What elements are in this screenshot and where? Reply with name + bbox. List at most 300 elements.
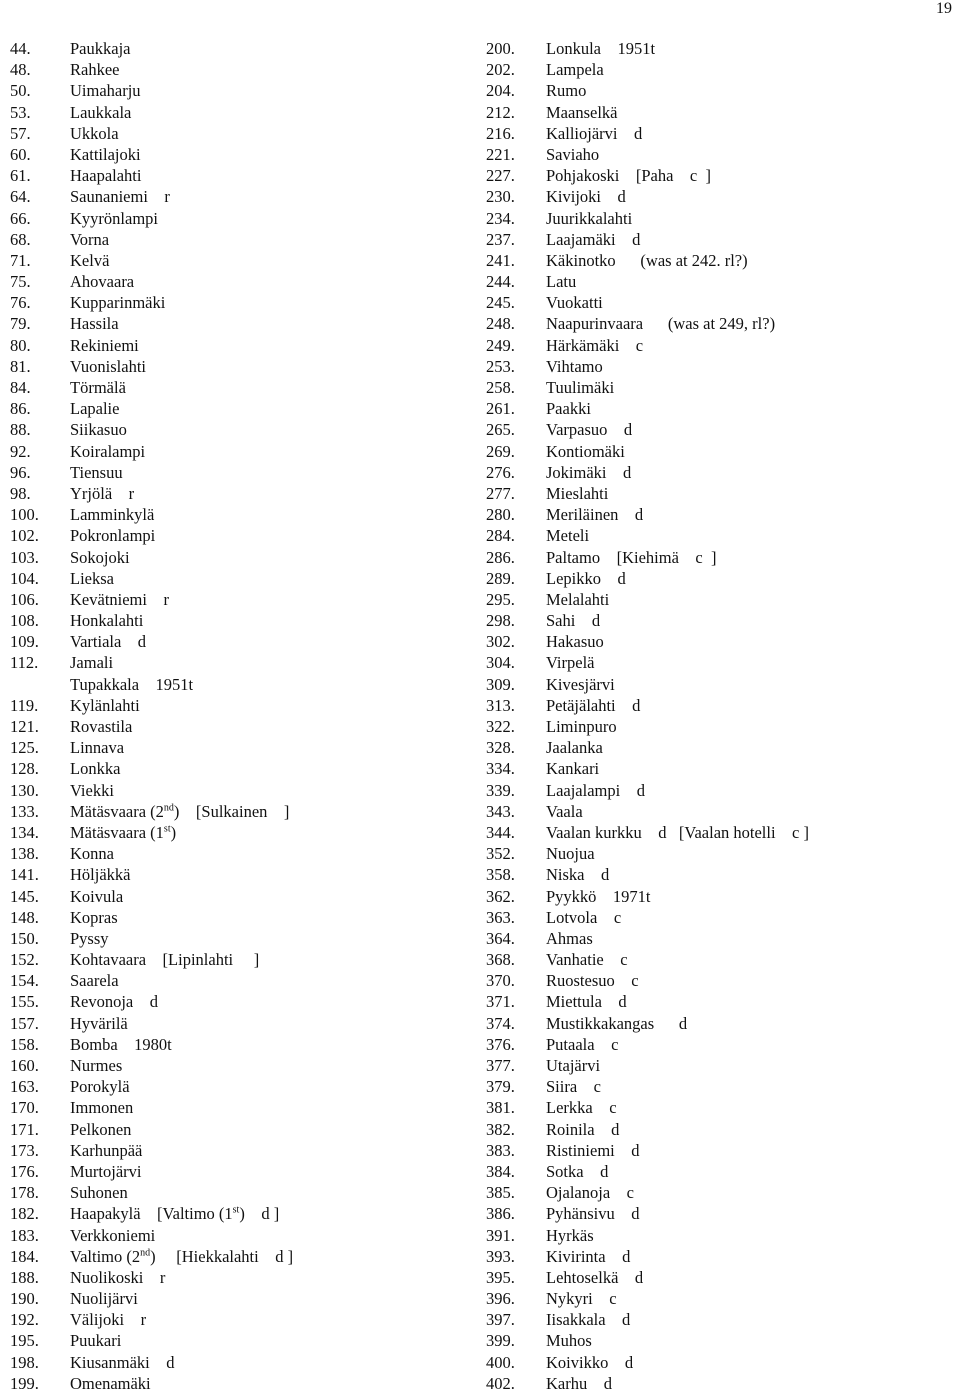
- station-name: Välijoki r: [70, 1310, 147, 1330]
- station-number: 170.: [10, 1098, 39, 1118]
- station-entry: [486, 186, 809, 207]
- station-entry: [10, 547, 293, 568]
- station-entry: [486, 1352, 809, 1373]
- station-name: Koiralampi: [70, 441, 146, 461]
- station-name: Lampela: [546, 60, 604, 80]
- station-name: Törmälä: [70, 378, 126, 397]
- station-name: Saviaho: [546, 144, 600, 164]
- station-entry: [10, 928, 293, 949]
- station-entry: [10, 504, 293, 525]
- station-entry: [486, 229, 809, 250]
- station-name: Kupparinmäki: [70, 293, 166, 313]
- station-number: 104.: [10, 568, 39, 588]
- station-entry: [486, 483, 809, 504]
- station-number: 237.: [486, 229, 515, 249]
- station-entry: [10, 822, 293, 843]
- station-entry: [486, 822, 809, 843]
- station-entry: [486, 907, 809, 928]
- station-entry: [10, 186, 293, 207]
- station-number: 182.: [10, 1204, 39, 1224]
- station-name: Puukari: [70, 1331, 122, 1351]
- station-entry: [10, 1225, 293, 1246]
- station-entry: [10, 970, 293, 991]
- station-name: Linnava: [70, 738, 125, 758]
- station-entry: [10, 864, 293, 885]
- station-name: Ristiniemi d: [546, 1140, 640, 1160]
- station-name: Rovastila: [70, 717, 133, 736]
- station-name: Pelkonen: [70, 1119, 132, 1139]
- station-entry: [10, 356, 293, 377]
- station-entry: [10, 1076, 293, 1097]
- station-entry: [10, 991, 293, 1012]
- station-name: Suhonen: [70, 1183, 128, 1203]
- station-name: Kiusanmäki d: [70, 1352, 175, 1372]
- station-name: Laukkala: [70, 102, 132, 122]
- station-name: Ojalanoja c: [546, 1183, 634, 1203]
- station-number: 216.: [486, 123, 515, 143]
- station-number: 145.: [10, 886, 39, 906]
- station-number: 75.: [10, 272, 31, 292]
- station-name: Koivula: [70, 886, 124, 906]
- station-number: 79.: [10, 314, 31, 334]
- station-number: 204.: [486, 81, 515, 101]
- station-number: 244.: [486, 272, 515, 292]
- station-entry: [486, 1225, 809, 1246]
- station-entry: [10, 250, 293, 271]
- station-entry: [486, 419, 809, 440]
- station-number: 227.: [486, 166, 515, 186]
- station-name: Lieksa: [70, 568, 114, 588]
- page-number: 19: [936, 0, 952, 17]
- station-name: Karhunpää: [70, 1140, 143, 1160]
- ordinal-suffix: nd: [163, 802, 174, 814]
- station-number: 102.: [10, 526, 39, 546]
- station-number: 382.: [486, 1119, 515, 1139]
- station-name: Rumo: [546, 81, 587, 101]
- station-number: 362.: [486, 886, 515, 906]
- station-name: Meteli: [546, 526, 590, 546]
- station-name: Murtojärvi: [70, 1161, 142, 1181]
- station-name: Nuolijärvi: [70, 1289, 138, 1309]
- station-name: Pokronlampi: [70, 526, 156, 546]
- station-name: Saarela: [70, 971, 119, 991]
- station-entry: [10, 102, 293, 123]
- station-name: Nurmes: [70, 1056, 123, 1075]
- station-entry: [10, 292, 293, 313]
- station-number: 352.: [486, 844, 515, 864]
- station-name: Honkalahti: [70, 611, 144, 631]
- station-number: 202.: [486, 60, 515, 80]
- station-entry: [486, 377, 809, 398]
- station-number: 248.: [486, 314, 515, 334]
- station-name: Iisakkala d: [546, 1310, 631, 1330]
- station-entry: [10, 123, 293, 144]
- station-number: 265.: [486, 420, 515, 440]
- station-number: 130.: [10, 780, 39, 800]
- station-number: 313.: [486, 695, 515, 715]
- station-name: Vartiala d: [70, 632, 147, 652]
- station-name: Tiensuu: [70, 462, 123, 482]
- station-name: Mätäsvaara (1st): [70, 822, 177, 842]
- ordinal-suffix: st: [232, 1204, 240, 1216]
- station-name: Karhu d: [546, 1373, 612, 1393]
- station-name: Ahovaara: [70, 272, 135, 292]
- station-entry: [486, 208, 809, 229]
- station-entry: [10, 144, 293, 165]
- station-entry: [10, 1203, 293, 1224]
- station-name: Höljäkkä: [70, 865, 131, 885]
- station-number: 134.: [10, 822, 39, 842]
- station-number: 284.: [486, 526, 515, 546]
- station-number: 253.: [486, 356, 515, 376]
- station-number: 374.: [486, 1013, 515, 1033]
- station-list-left: [10, 38, 293, 1394]
- station-name: Nykyri c: [546, 1289, 617, 1309]
- station-name: Varpasuo d: [546, 420, 633, 440]
- station-name: Kevätniemi r: [70, 589, 169, 609]
- station-number: 76.: [10, 293, 31, 313]
- station-number: 286.: [486, 547, 515, 567]
- station-number: 384.: [486, 1161, 515, 1181]
- station-name: Vihtamo: [546, 356, 603, 376]
- station-name: Vanhatie c: [546, 950, 628, 970]
- station-number: 277.: [486, 483, 515, 503]
- station-name: Lerkka c: [546, 1098, 617, 1118]
- station-name: Siira c: [546, 1077, 601, 1097]
- station-number: 379.: [486, 1077, 515, 1097]
- station-entry: [486, 1013, 809, 1034]
- station-entry: [10, 419, 293, 440]
- station-number: 295.: [486, 589, 515, 609]
- station-name: Härkämäki c: [546, 335, 644, 355]
- station-name: Paltamo [Kiehimä c ]: [546, 547, 717, 567]
- station-name: Kyyrönlampi: [70, 208, 158, 228]
- station-entry: [486, 38, 809, 59]
- station-number: 343.: [486, 801, 515, 821]
- station-entry: [10, 271, 293, 292]
- station-name: Tuulimäki: [546, 378, 615, 397]
- station-entry: [486, 928, 809, 949]
- station-entry: [10, 165, 293, 186]
- station-name: Kontiomäki: [546, 441, 625, 461]
- station-number: 383.: [486, 1140, 515, 1160]
- station-name: Liminpuro: [546, 717, 617, 736]
- station-name: Rahkee: [70, 60, 120, 80]
- station-entry: [486, 165, 809, 186]
- station-name: Porokylä: [70, 1077, 130, 1097]
- station-number: 269.: [486, 441, 515, 461]
- station-number: 88.: [10, 420, 31, 440]
- station-list-right: [486, 38, 809, 1394]
- station-name: Putaala c: [546, 1034, 619, 1054]
- station-number: 344.: [486, 822, 515, 842]
- station-number: 358.: [486, 865, 515, 885]
- station-entry: [10, 1330, 293, 1351]
- station-number: 334.: [486, 759, 515, 779]
- station-entry: [10, 1182, 293, 1203]
- station-entry: [10, 313, 293, 334]
- station-name: Latu: [546, 272, 577, 292]
- station-entry: [10, 631, 293, 652]
- station-entry: [486, 356, 809, 377]
- station-name: Paakki: [546, 399, 591, 419]
- station-number: [10, 674, 70, 695]
- station-number: 221.: [486, 144, 515, 164]
- station-number: 68.: [10, 229, 31, 249]
- station-number: 178.: [10, 1183, 39, 1203]
- station-entry: [486, 801, 809, 822]
- station-name: Hassila: [70, 314, 119, 334]
- station-number: 152.: [10, 950, 39, 970]
- station-name: Paukkaja: [70, 39, 131, 58]
- station-name: Koivikko d: [546, 1352, 634, 1372]
- station-entry: [486, 1330, 809, 1351]
- station-number: 391.: [486, 1225, 515, 1245]
- station-number: 119.: [10, 695, 39, 715]
- station-number: 386.: [486, 1204, 515, 1224]
- station-entry: [10, 483, 293, 504]
- station-number: 148.: [10, 907, 39, 927]
- station-entry: [10, 1013, 293, 1034]
- station-number: 395.: [486, 1267, 515, 1287]
- station-name: Kattilajoki: [70, 144, 141, 164]
- station-number: 92.: [10, 441, 31, 461]
- ordinal-suffix: st: [163, 823, 171, 835]
- station-name: Mustikkakangas d: [546, 1013, 688, 1033]
- station-number: 309.: [486, 674, 515, 694]
- station-name: Hyvärilä: [70, 1013, 128, 1033]
- station-name: Käkinotko (was at 242. rl?): [546, 250, 748, 270]
- station-number: 176.: [10, 1161, 39, 1181]
- station-number: 385.: [486, 1183, 515, 1203]
- station-entry: [486, 59, 809, 80]
- station-number: 157.: [10, 1013, 39, 1033]
- station-entry: [486, 271, 809, 292]
- station-number: 184.: [10, 1246, 39, 1266]
- station-entry: [486, 1097, 809, 1118]
- station-number: 230.: [486, 187, 515, 207]
- station-entry: [10, 1161, 293, 1182]
- station-name: Mätäsvaara (2nd) [Sulkainen ]: [70, 801, 290, 821]
- station-entry: [486, 674, 809, 695]
- station-number: 103.: [10, 547, 39, 567]
- station-number: 48.: [10, 60, 31, 80]
- station-name: Lepikko d: [546, 568, 626, 588]
- station-entry: [486, 610, 809, 631]
- station-number: 96.: [10, 462, 31, 482]
- station-entry: [486, 695, 809, 716]
- station-name: Vaala: [546, 801, 583, 821]
- station-name: Vaalan kurkku d [Vaalan hotelli c ]: [546, 822, 810, 842]
- station-entry: [10, 525, 293, 546]
- station-entry: [10, 568, 293, 589]
- station-entry: [486, 80, 809, 101]
- station-number: 339.: [486, 780, 515, 800]
- station-entry: [10, 377, 293, 398]
- station-number: 258.: [486, 378, 515, 397]
- station-number: 57.: [10, 123, 31, 143]
- station-entry: [486, 780, 809, 801]
- station-number: 192.: [10, 1310, 39, 1330]
- station-entry: [486, 1246, 809, 1267]
- station-entry: [486, 1267, 809, 1288]
- station-number: 183.: [10, 1225, 39, 1245]
- station-entry: [486, 1140, 809, 1161]
- station-name: Hakasuo: [546, 632, 604, 652]
- station-name: Kopras: [70, 907, 118, 927]
- station-number: 364.: [486, 928, 515, 948]
- station-number: 141.: [10, 865, 39, 885]
- station-entry: [486, 991, 809, 1012]
- station-name: Kylänlahti: [70, 695, 140, 715]
- ordinal-suffix: nd: [140, 1247, 151, 1259]
- station-number: 241.: [486, 250, 515, 270]
- station-name: Meriläinen d: [546, 505, 644, 525]
- station-entry: [10, 780, 293, 801]
- station-entry: [486, 398, 809, 419]
- station-entry: [10, 1288, 293, 1309]
- station-number: 234.: [486, 208, 515, 228]
- station-entry: [10, 1267, 293, 1288]
- station-number: 376.: [486, 1034, 515, 1054]
- station-entry: [10, 843, 293, 864]
- station-entry: [486, 1373, 809, 1394]
- station-name: Mieslahti: [546, 483, 609, 503]
- station-name: Lonkka: [70, 759, 121, 779]
- station-name: Petäjälahti d: [546, 695, 641, 715]
- station-name: Saunaniemi r: [70, 187, 170, 207]
- station-number: 304.: [486, 653, 515, 673]
- station-entry: [486, 1182, 809, 1203]
- station-name: Maanselkä: [546, 102, 618, 122]
- station-number: 363.: [486, 907, 515, 927]
- station-number: 381.: [486, 1098, 515, 1118]
- station-name: Haapakylä [Valtimo (1st) d ]: [70, 1204, 280, 1224]
- station-name: Vuokatti: [546, 293, 603, 313]
- station-entry: [10, 886, 293, 907]
- station-number: 188.: [10, 1267, 39, 1287]
- station-name: Siikasuo: [70, 420, 127, 440]
- station-entry: [10, 716, 293, 737]
- station-entry: [10, 801, 293, 822]
- station-number: 212.: [486, 102, 515, 122]
- station-number: 400.: [486, 1352, 515, 1372]
- station-name: Kelvä: [70, 250, 110, 270]
- station-number: 322.: [486, 717, 515, 736]
- station-entry: [10, 907, 293, 928]
- station-entry: [10, 1373, 293, 1394]
- station-number: 377.: [486, 1056, 515, 1075]
- station-name: Nuojua: [546, 844, 595, 864]
- station-number: 289.: [486, 568, 515, 588]
- station-entry: [486, 737, 809, 758]
- station-entry: [486, 1288, 809, 1309]
- station-name: Laajamäki d: [546, 229, 641, 249]
- station-number: 190.: [10, 1289, 39, 1309]
- station-entry: [10, 441, 293, 462]
- station-number: 199.: [10, 1373, 39, 1393]
- station-number: 133.: [10, 801, 39, 821]
- station-entry: [486, 568, 809, 589]
- station-name: Lehtoselkä d: [546, 1267, 644, 1287]
- station-name: Uimaharju: [70, 81, 141, 101]
- station-entry: [10, 462, 293, 483]
- station-name: Valtimo (2nd) [Hiekkalahti d ]: [70, 1246, 294, 1266]
- station-number: 50.: [10, 81, 31, 101]
- station-entry: [10, 1352, 293, 1373]
- station-number: 150.: [10, 928, 39, 948]
- station-entry: [486, 652, 809, 673]
- station-number: 138.: [10, 844, 39, 864]
- station-number: 71.: [10, 250, 31, 270]
- station-name: Melalahti: [546, 589, 610, 609]
- station-name: Jamali: [70, 653, 114, 673]
- station-entry: [486, 123, 809, 144]
- station-number: 397.: [486, 1310, 515, 1330]
- station-name: Bomba 1980t: [70, 1034, 172, 1054]
- station-entry: [10, 335, 293, 356]
- station-number: 98.: [10, 483, 31, 503]
- station-name: Naapurinvaara (was at 249, rl?): [546, 314, 776, 334]
- station-entry: [486, 1161, 809, 1182]
- station-number: 44.: [10, 39, 31, 58]
- station-name: Sotka d: [546, 1161, 609, 1181]
- station-entry: [10, 758, 293, 779]
- station-number: 80.: [10, 335, 31, 355]
- station-name: Lapalie: [70, 399, 120, 419]
- station-entry: [486, 1309, 809, 1330]
- station-name: Pyhänsivu d: [546, 1204, 640, 1224]
- station-number: 64.: [10, 187, 31, 207]
- station-number: 100.: [10, 505, 39, 525]
- station-name: Konna: [70, 844, 114, 864]
- station-name: Jokimäki d: [546, 462, 632, 482]
- station-entry: [486, 886, 809, 907]
- station-number: 53.: [10, 102, 31, 122]
- station-name: Kalliojärvi d: [546, 123, 643, 143]
- station-entry: [486, 864, 809, 885]
- station-name: Haapalahti: [70, 166, 142, 186]
- station-number: 173.: [10, 1140, 39, 1160]
- station-entry: [486, 949, 809, 970]
- station-name: Vorna: [70, 229, 110, 249]
- station-number: 328.: [486, 738, 515, 758]
- station-name: Miettula d: [546, 992, 627, 1012]
- station-entry: [10, 1055, 293, 1076]
- station-entry: [486, 313, 809, 334]
- station-entry: [486, 1034, 809, 1055]
- station-name: Kivirinta d: [546, 1246, 631, 1266]
- station-name: Hyrkäs: [546, 1225, 594, 1245]
- station-number: 128.: [10, 759, 39, 779]
- station-name: Jaalanka: [546, 738, 603, 758]
- station-entry: [10, 208, 293, 229]
- station-entry: [10, 1034, 293, 1055]
- station-name: Utajärvi: [546, 1056, 601, 1075]
- station-entry: [486, 144, 809, 165]
- station-number: 66.: [10, 208, 31, 228]
- station-number: 86.: [10, 399, 31, 419]
- station-name: Sahi d: [546, 611, 601, 631]
- station-number: 61.: [10, 166, 31, 186]
- station-name: Kivijoki d: [546, 187, 626, 207]
- station-number: 245.: [486, 293, 515, 313]
- station-entry: [486, 716, 809, 737]
- station-number: 106.: [10, 589, 39, 609]
- station-name: Vuonislahti: [70, 356, 147, 376]
- station-number: 121.: [10, 717, 39, 736]
- station-number: 154.: [10, 971, 39, 991]
